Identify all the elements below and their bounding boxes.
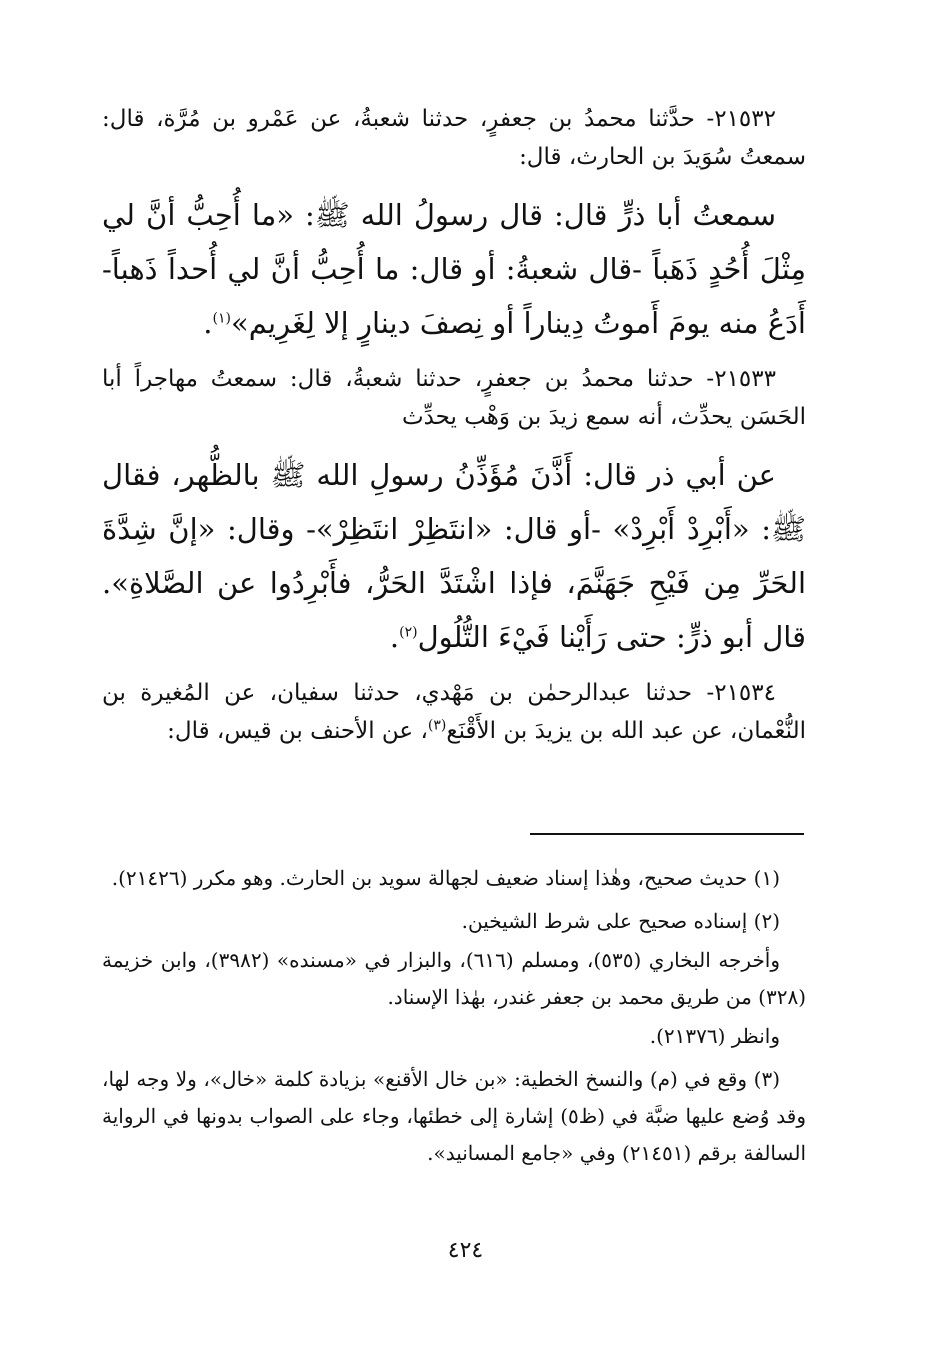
footnote-ref-1: (١) — [212, 310, 231, 327]
hadith-21534-isnad-b: ، عن الأحنف بن قيس، قال: — [167, 718, 428, 744]
hadith-21532-text: سمعتُ أبا ذرٍّ قال: قال رسولُ الله ﷺ: «ما أُحِبُّ أنَّ لي مِثْلَ أُحُدٍ ذَهَباً -قال شعبةُ: أو قال: ما أُحِبُّ أنَّ لي أُحداً ذَهباً- أَدَعُ منه يومَ أَموتُ دِيناراً أو نِصفَ دينارٍ إلا لِغَرِيم» — [102, 198, 806, 340]
footnote-3: (٣) وقع في (م) والنسخ الخطية: «بن خال الأقنع» بزيادة كلمة «خال»، ولا وجه لها، وقد وُضع عليها ضبَّة في (ظ٥) إشارة إلى خطئها، وجاء على الصواب بدونها في الرواية السالفة برقم (٢١٤٥١) وفي «جامع المسانيد». — [102, 1067, 806, 1165]
footnote-divider — [530, 833, 804, 835]
footnote-2: (٢) إسناده صحيح على شرط الشيخين. — [461, 909, 780, 933]
hadith-21532-end: . — [203, 306, 213, 340]
page-number: ٤٢٤ — [447, 1238, 484, 1263]
footnote-ref-2: (٢) — [399, 624, 418, 641]
footnote-2-see-also: وانظر (٢١٣٧٦). — [649, 1024, 780, 1048]
footnote-ref-3: (٣) — [427, 717, 447, 734]
hadith-21533-end: . — [389, 620, 400, 654]
hadith-21534-isnad-a: ٢١٥٣٤- حدثنا عبدالرحمٰن بن مَهْدي، حدثنا سفيان، عن المُغيرة بن النُّعْمان، عن عبد الله بن يزيدَ بن الأَقْنَع — [102, 680, 806, 744]
footnote-2-sources: وأخرجه البخاري (٥٣٥)، ومسلم (٦١٦)، والبزار في «مسنده» (٣٩٨٢)، وابن خزيمة (٣٢٨) من طريق محمد بن جعفر غندر، بهٰذا الإسناد. — [102, 948, 806, 1009]
footnote-1: (١) حديث صحيح، وهٰذا إسناد ضعيف لجهالة سويد بن الحارث. وهو مكرر (٢١٤٢٦). — [111, 866, 780, 890]
hadith-21533-matn — [102, 448, 806, 664]
hadith-21533-isnad: ٢١٥٣٣- حدثنا محمدُ بن جعفرٍ، حدثنا شعبةُ، قال: سمعتُ مهاجراً أبا الحَسَن يحدِّث، أنه سمع زيدَ بن وَهْب يحدِّث — [102, 366, 806, 430]
hadith-21534-isnad — [102, 674, 806, 750]
hadith-21532-isnad: ٢١٥٣٢- حدَّثنا محمدُ بن جعفرٍ، حدثنا شعبةُ، عن عَمْرو بن مُرَّة، قال: سمعتُ سُوَيدَ بن الحارث، قال: — [102, 106, 806, 170]
footnotes — [102, 860, 806, 1178]
hadith-21532-matn — [102, 188, 806, 350]
hadith-21533-text: عن أبي ذر قال: أَذَّنَ مُؤَذِّنُ رسولِ الله ﷺ بالظُّهر، فقال ﷺ: «أَبْرِدْ أَبْرِدْ» -أو قال: «انتَظِرْ انتَظِرْ»- وقال: «إنَّ شِدَّةَ الحَرِّ مِن فَيْحِ جَهَنَّمَ، فإذا اشْتَدَّ الحَرُّ، فأَبْرِدُوا عن الصَّلاةِ». قال أبو ذرٍّ: حتى رَأَيْنا فَيْءَ التُّلُول — [102, 458, 806, 654]
